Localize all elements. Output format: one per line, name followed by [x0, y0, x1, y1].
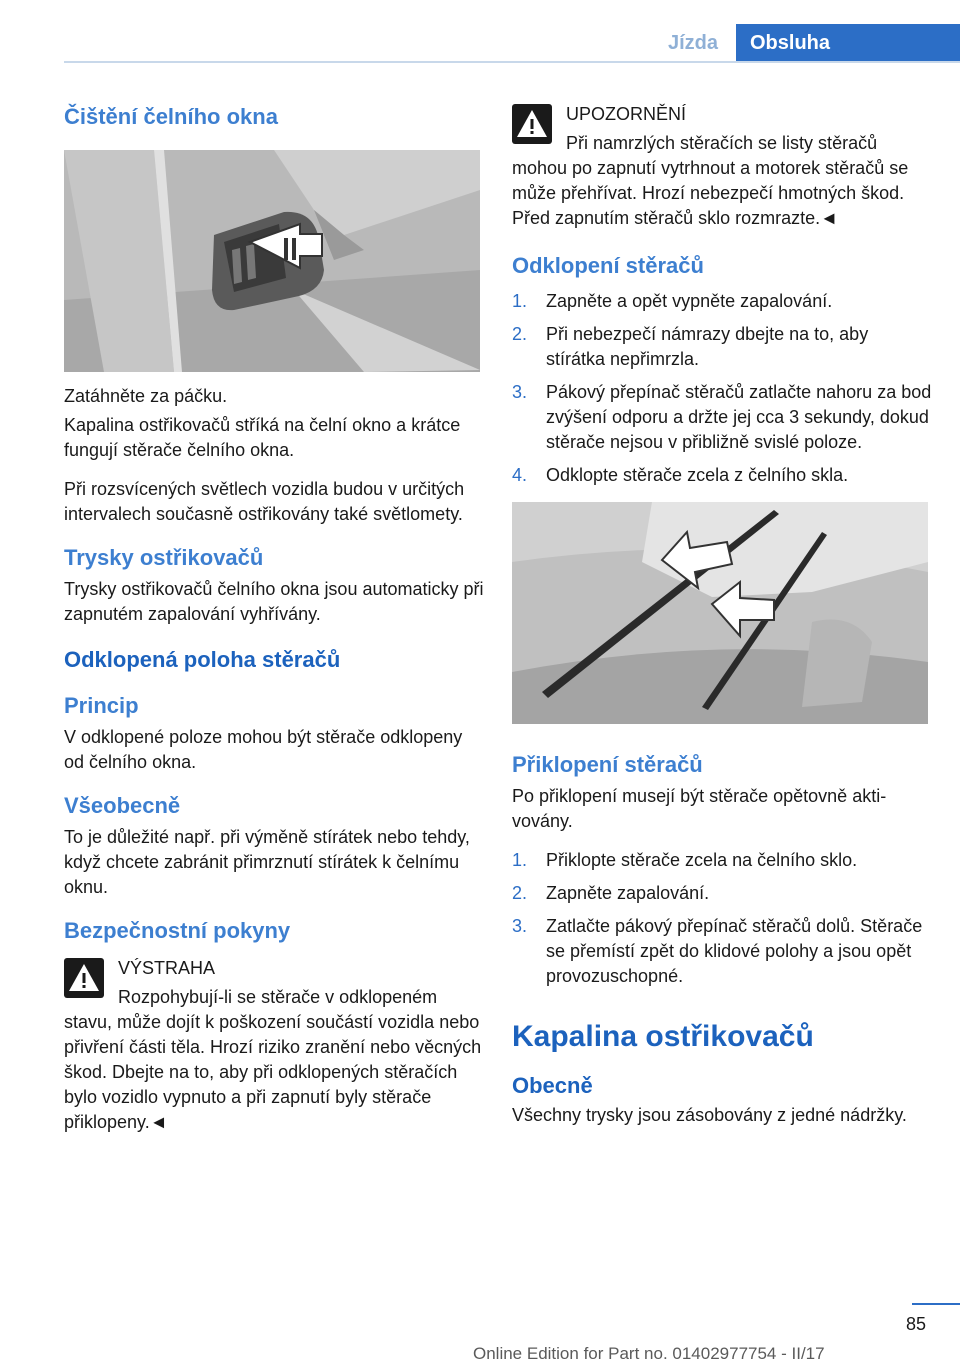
text-general: To je důležité např. při výměně stírátek nebo tehdy, když chcete zabránit přimrznutí stírátek k čelnímu oknu.: [64, 827, 470, 897]
text-general-right: Všechny trysky jsou zásobovány z jedné nádržky.: [512, 1105, 907, 1125]
text-fold-in: Po přiklopení musejí být stěrače opětovně aktivovány.: [512, 786, 887, 831]
heading-washer-fluid: Kapalina ostřikovačů: [512, 1020, 814, 1053]
text-washer-sprays: Kapalina ostřikovačů stříká na čelní okno a krátce fungují stěrače čelního okna.: [64, 415, 461, 460]
fold-in-steps: [512, 848, 932, 989]
header-rule: [64, 61, 960, 63]
right-column: [512, 96, 932, 1128]
text-principle: V odklopené poloze mohou být stěrače odklopeny od čelního okna.: [64, 727, 463, 772]
heading-folded-position: Odklopená poloha stěračů: [64, 647, 341, 672]
caution-body: Při namrzlých stěračích se listy stěračů mohou po zapnutí vytrhnout a motorek stěračů se může přehřívat. Hrozí nebezpečí hmotných škod. Před zapnutím stěračů sklo rozmrazte.◄: [512, 133, 909, 228]
heading-general: Všeobecně: [64, 793, 181, 818]
footer-rule: [912, 1303, 960, 1305]
fold-out-steps: [512, 289, 932, 488]
caution-icon: [512, 104, 552, 144]
tab-obsluha[interactable]: Obsluha: [736, 24, 960, 63]
tab-jizda[interactable]: Jízda: [667, 32, 719, 54]
left-column: [64, 96, 484, 1135]
figure-wiper-lever: [64, 150, 480, 372]
list-item: 1. Zapněte a opět vypněte zapalování.: [512, 291, 833, 311]
warning-body: Rozpohybují-li se stěrače v odklopeném stavu, může dojít k poškození součástí vozidla nebo přivření části těla. Hrozí riziko zranění nebo věcných škod. Dbejte na to, aby při odklopených stěračích bylo vozidlo vypnuto a při zapnutí byly stěrače přiklopeny.◄: [64, 987, 482, 1132]
heading-safety: Bezpečnostní pokyny: [64, 918, 291, 943]
figure-wipers-folded: [512, 502, 928, 724]
heading-fold-in: Přiklopení stěračů: [512, 752, 703, 777]
warning-label: VÝSTRAHA: [118, 958, 216, 978]
warning-box: [64, 956, 484, 1135]
text-pull-lever: Zatáhněte za páčku.: [64, 386, 228, 406]
heading-fold-out: Odklopení stěračů: [512, 253, 704, 278]
warning-icon: [64, 958, 104, 998]
caution-box: [512, 102, 932, 231]
list-item: 2. Zapněte zapalování.: [512, 883, 710, 903]
caution-label: UPOZORNĚNÍ: [566, 104, 687, 124]
text-washer-jets: Trysky ostřikovačů čelního okna jsou automaticky při zapnutém zapalování vyhřívány.: [64, 579, 484, 624]
list-item: 4. Odklopte stěrače zcela z čelního skla.: [512, 465, 849, 485]
list-item: 3. Pákový přepínač stěračů zatlačte nahoru za bod zvýšení odporu a držte jej cca 3 sekundy, dokud stěrače nejsou v přibližně svislé poloze.: [512, 382, 932, 452]
wiper-lever-illustration: [64, 150, 480, 372]
list-item: 3. Zatlačte pákový přepínač stěračů dolů. Stěrače se přemístí zpět do klidové polohy a jsou opět provozuschopné.: [512, 916, 923, 986]
edition-footer: Online Edition for Part no. 01402977754 - II/17: [473, 1344, 825, 1362]
page-number: 85: [905, 1314, 926, 1334]
list-item: 1. Přiklopte stěrače zcela na čelního sklo.: [512, 850, 858, 870]
heading-washer-jets: Trysky ostřikovačů: [64, 545, 264, 570]
wipers-folded-illustration: [512, 502, 928, 724]
list-item: 2. Při nebezpečí námrazy dbejte na to, aby stírátka nepřimrzla.: [512, 324, 869, 369]
heading-principle: Princip: [64, 693, 139, 718]
heading-windshield-cleaning: Čištění čelního okna: [64, 104, 278, 129]
text-headlight-washing: Při rozsvícených světlech vozidla budou v určitých intervalech současně ostřikovány také světlomety.: [64, 479, 465, 524]
heading-general-right: Obecně: [512, 1073, 593, 1098]
